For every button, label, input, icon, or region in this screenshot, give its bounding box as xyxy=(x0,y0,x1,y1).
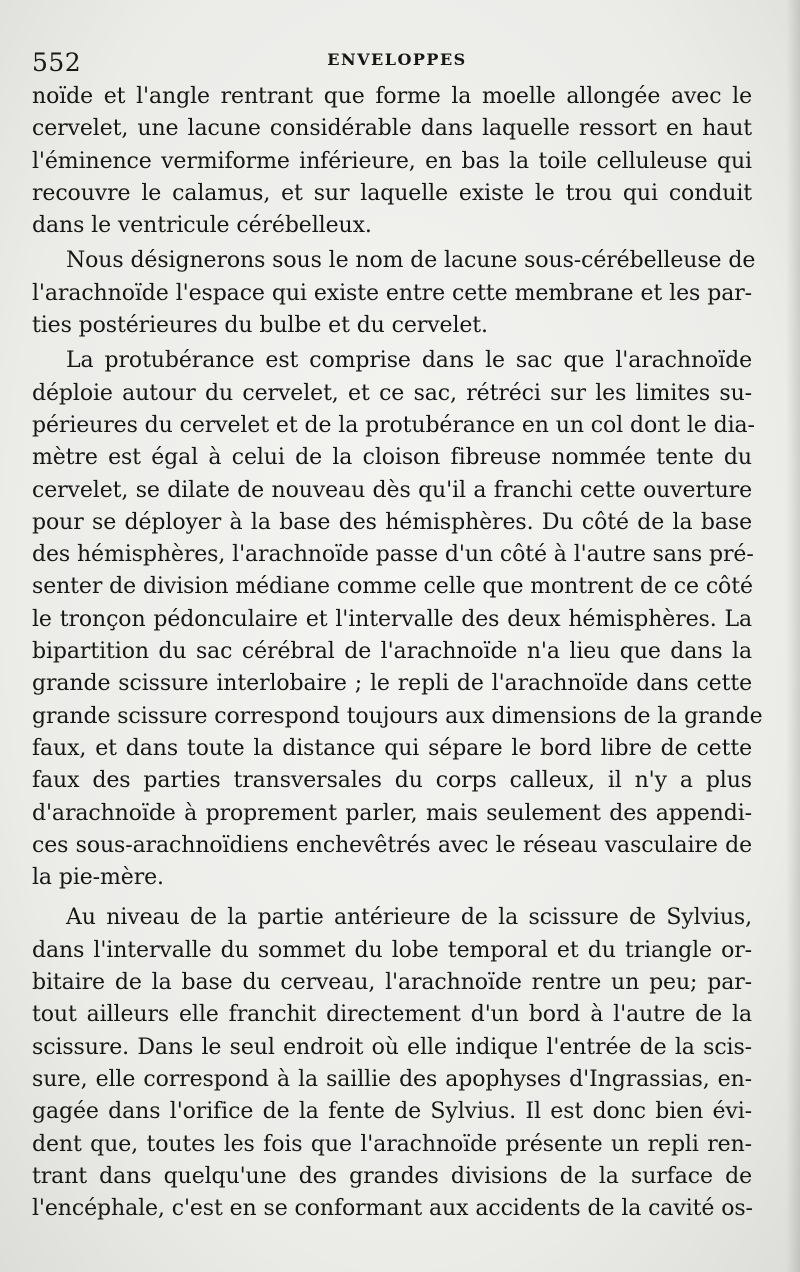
text-line: faux des parties transversales du corps calleux, il n'y a plus xyxy=(32,768,752,794)
text-line: cervelet, une lacune considérable dans laquelle ressort en haut xyxy=(32,116,752,142)
text-line: grande scissure interlobaire ; le repli de l'arachnoïde dans cette xyxy=(32,671,752,697)
text-line: bipartition du sac cérébral de l'arachnoïde n'a lieu que dans la xyxy=(32,639,752,665)
text-line: tout ailleurs elle franchit directement d'un bord à l'autre de la xyxy=(32,1002,752,1028)
text-line: dent que, toutes les fois que l'arachnoïde présente un repli ren- xyxy=(32,1131,752,1157)
text-line: déploie autour du cervelet, et ce sac, rétréci sur les limites su- xyxy=(32,380,752,406)
text-line: dans le ventricule cérébelleux. xyxy=(32,213,372,239)
text-line: bitaire de la base du cerveau, l'arachnoïde rentre un peu; par- xyxy=(32,970,752,996)
text-line: scissure. Dans le seul endroit où elle indique l'entrée de la scis- xyxy=(32,1034,752,1060)
text-line: l'encéphale, c'est en se conformant aux accidents de la cavité os- xyxy=(32,1196,753,1222)
text-line: recouvre le calamus, et sur laquelle existe le trou qui conduit xyxy=(32,180,752,206)
text-line: dans l'intervalle du sommet du lobe temporal et du triangle or- xyxy=(32,937,752,963)
text-line: trant dans quelqu'une des grandes divisions de la surface de xyxy=(32,1163,752,1189)
text-line: grande scissure correspond toujours aux dimensions de la grande xyxy=(32,703,763,729)
body-text xyxy=(32,81,763,1225)
text-line: gagée dans l'orifice de la fente de Sylvius. Il est donc bien évi- xyxy=(32,1099,752,1125)
text-line: l'éminence vermiforme inférieure, en bas la toile celluleuse qui xyxy=(32,148,752,174)
text-line: ces sous-arachnoïdiens enchevêtrés avec le réseau vasculaire de xyxy=(32,832,752,858)
text-line: pour se déployer à la base des hémisphères. Du côté de la base xyxy=(32,509,752,535)
text-line: ties postérieures du bulbe et du cervelet. xyxy=(32,313,488,339)
text-line: l'arachnoïde l'espace qui existe entre cette membrane et les par- xyxy=(32,280,752,306)
text-line: périeures du cervelet et de la protubérance en un col dont le dia- xyxy=(32,412,755,438)
page-header xyxy=(32,46,762,76)
text-line: Nous désignerons sous le nom de lacune sous-cérébelleuse de xyxy=(66,248,756,274)
text-line: la pie-mère. xyxy=(32,865,164,891)
text-line: faux, et dans toute la distance qui sépare le bord libre de cette xyxy=(32,735,752,761)
text-line: le tronçon pédonculaire et l'intervalle des deux hémisphères. La xyxy=(32,606,752,632)
text-line: sure, elle correspond à la saillie des apophyses d'Ingrassias, en- xyxy=(32,1066,752,1092)
text-line: d'arachnoïde à proprement parler, mais seulement des appendi- xyxy=(32,800,752,826)
text-line: cervelet, se dilate de nouveau dès qu'il a franchi cette ouverture xyxy=(32,477,752,503)
text-line: La protubérance est comprise dans le sac que l'arachnoïde xyxy=(66,348,752,374)
text-line: mètre est égal à celui de la cloison fibreuse nommée tente du xyxy=(32,445,752,471)
text-line: noïde et l'angle rentrant que forme la moelle allongée avec le xyxy=(32,84,752,109)
text-line: des hémisphères, l'arachnoïde passe d'un côté à l'autre sans pré- xyxy=(32,542,754,568)
text-line: Au niveau de la partie antérieure de la scissure de Sylvius, xyxy=(66,905,752,931)
page-edge-shadow xyxy=(786,0,800,1272)
running-title: ENVELOPPES xyxy=(327,50,467,69)
page-number: 552 xyxy=(32,48,82,77)
text-line: senter de division médiane comme celle que montrent de ce côté xyxy=(32,574,753,600)
